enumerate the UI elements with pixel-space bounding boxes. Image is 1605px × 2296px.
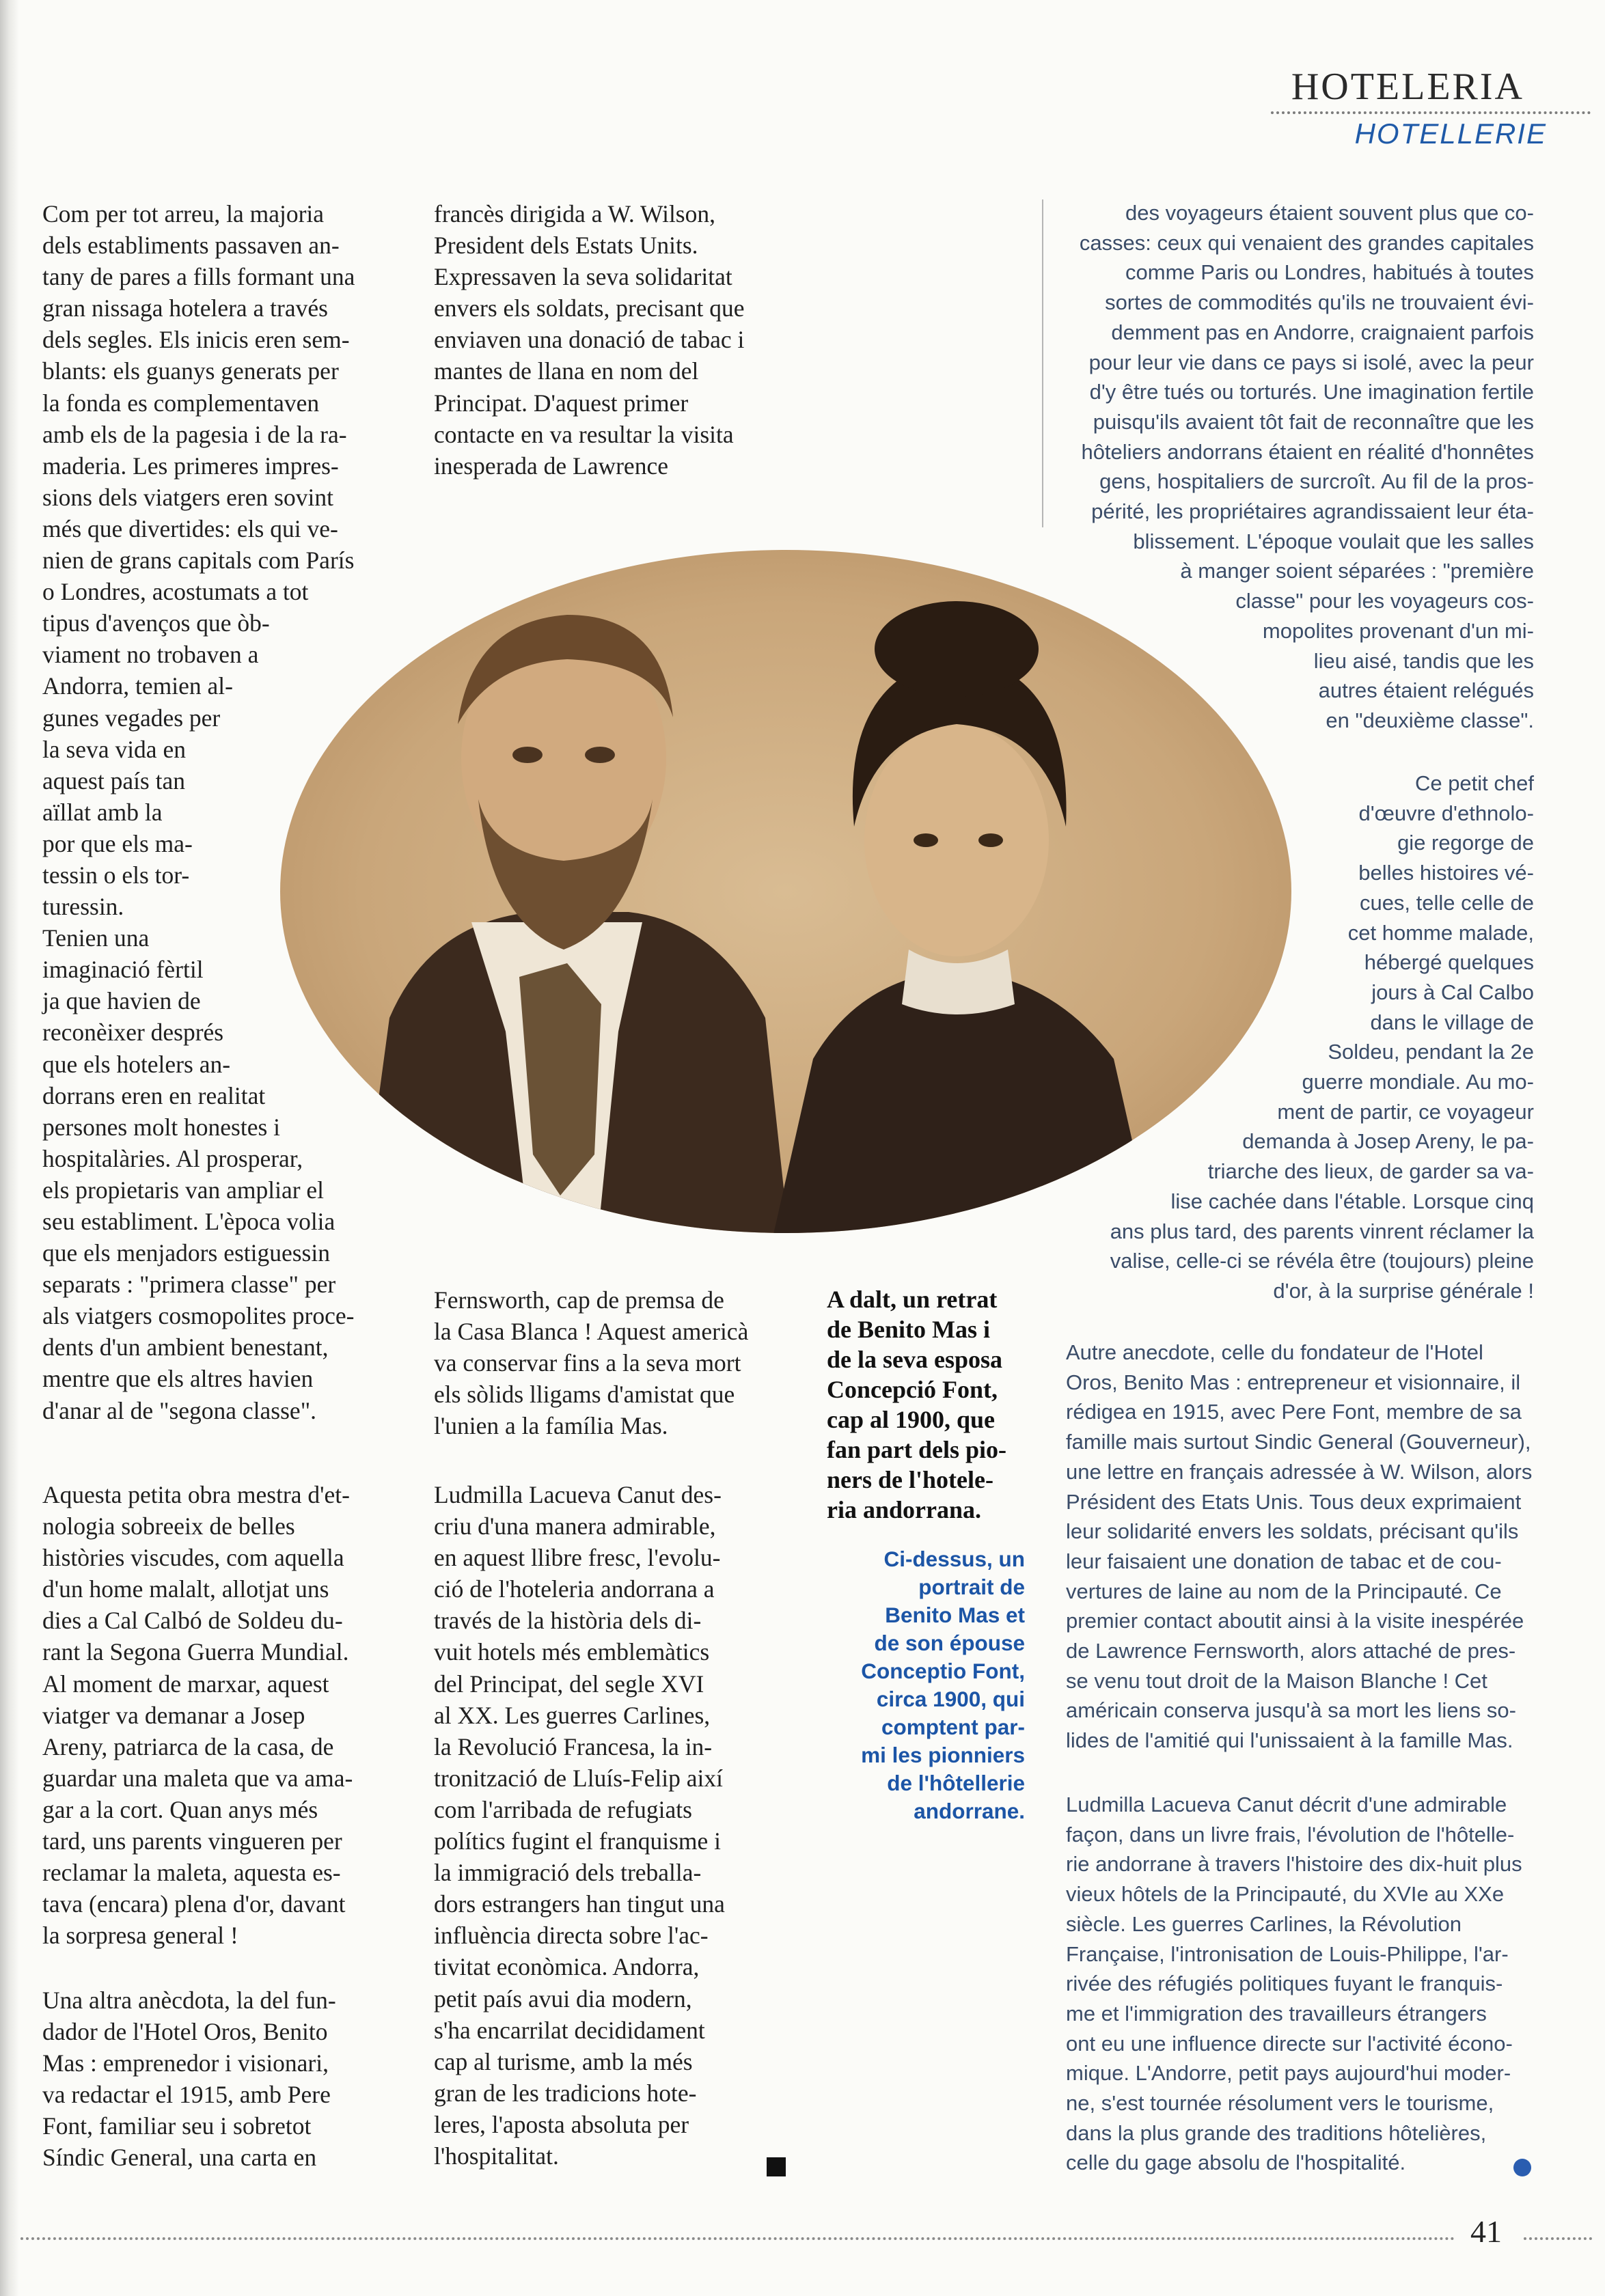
- photo-caption-french: Ci-dessus, un portrait de Benito Mas et de son épouse Conceptio Font, circa 1900, qui comptent par- mi les pionniers de l'hôtellerie andorrane.: [861, 1547, 1025, 1823]
- section-subtitle: HOTELLERIE: [1354, 117, 1547, 150]
- fr-paragraph-1: des voyageurs étaient souvent plus que co- casses: ceux qui venaient des grandes capitales comme Paris ou Londres, habitués à toutes sortes de commodités qu'ils ne trouvaient évi- demment pas en Andorre, craignaient parfois pour leur vie dans ce pays si isolé, avec la peur d'y être tués ou torturés. Une imagination fertile puisqu'ils avaient tôt fait de reconnaître que les hôteliers andorrans étaient en réalité d'honnêtes gens, hospitaliers de surcroît. Au fil de la pros- périté, les propriétaires agrandissaient leur éta- blissement. L'époque voulait que les salles à manger soient séparées : "première classe" pour les voyageurs cos- mopolites provenant d'un mi- lieu aisé, tandis que les autres étaient relégués en "deuxième classe".: [1079, 201, 1534, 732]
- header-dotted-rule: [1271, 111, 1591, 114]
- photo-caption-catalan: A dalt, un retrat de Benito Mas i de la seva esposa Concepció Font, cap al 1900, que fan part dels pio- ners de l'hotele- ria andorrana.: [827, 1286, 1007, 1523]
- footer-dotted-rule-right: [1524, 2237, 1592, 2240]
- end-mark-square: [767, 2157, 786, 2176]
- column-divider: [1042, 199, 1043, 527]
- footer-dotted-rule: [20, 2237, 1455, 2240]
- fr-paragraph-2: Ce petit chef d'œuvre d'ethnolo- gie regorge de belles histoires vé- cues, telle celle de cet homme malade, hébergé quelques jours à Cal Calbo dans le village de Soldeu, pendant la 2e guerre mondiale. Au mo- ment de partir, ce voyageur demanda à Josep Areny, le pa- triarche des lieux, de garder sa va- lise cachée dans l'étable. Lorsque cinq ans plus tard, des parents vinrent réclamer la valise, celle-ci se révéla être (toujours) pleine d'or, à la surprise générale !: [1110, 771, 1534, 1303]
- scan-shadow: [0, 0, 19, 2296]
- col2-paragraph-2: Fernsworth, cap de premsa de la Casa Blanca ! Aquest americà va conservar fins a la seva mort els sòlids lligams d'amistat que l'unien a la família Mas.: [434, 1286, 749, 1440]
- fr-paragraph-3: Autre anecdote, celle du fondateur de l'Hotel Oros, Benito Mas : entrepreneur et visionnaire, il rédigea en 1915, avec Pere Font, membre de sa famille mais surtout Sindic General (Gouverneur), une lettre en français adressée à W. Wilson, alors Président des Etats Unis. Tous deux exprimaient leur solidarité envers les soldats, précisant qu'ils leur faisaient une donation de tabac et de cou- vertures de laine au nom de la Principauté. Ce premier contact aboutit ainsi à la visite inespérée de Lawrence Fernsworth, alors attaché de pres- se venu tout droit de la Maison Blanche ! Cet américain conserva jusqu'à sa mort les liens so- lides de l'amitié qui l'unissaient à la famille Mas.: [1066, 1340, 1533, 1753]
- col1-paragraph-2: Aquesta petita obra mestra d'et- nologia sobreeix de belles històries viscudes, com aquella d'un home malalt, allotjat uns dies a Cal Calbó de Soldeu du- rant la Segona Guerra Mundial. Al moment de marxar, aquest viatger va demanar a Josep Areny, patriarca de la casa, de guardar una maleta que va ama- gar a la cort. Quan anys més tard, uns parents vingueren per reclamar la maleta, aquesta es- tava (encara) plena d'or, davant la sorpresa general !: [42, 1481, 353, 1950]
- page-number: 41: [1470, 2214, 1502, 2249]
- col1-paragraph-3: Una altra anècdota, la del fun- dador de l'Hotel Oros, Benito Mas : emprenedor i visionari, va redactar el 1915, amb Pere Font, familiar seu i sobretot Síndic General, una carta en: [42, 1987, 336, 2172]
- fr-paragraph-4: Ludmilla Lacueva Canut décrit d'une admirable façon, dans un livre frais, l'évolution de l'hôtelle- rie andorrane à travers l'histoire des dix-huit plus vieux hôtels de la Principauté, du XVIe au XXe siècle. Les guerres Carlines, la Révolution Française, l'intronisation de Louis-Philippe, l'ar- rivée des réfugiés politiques fuyant le franquis- me et l'immigration des travailleurs étrangers ont eu une influence directe sur l'activité écono- mique. L'Andorre, petit pays aujourd'hui moder- ne, s'est tournée résolument vers le tourisme, dans la plus grande des traditions hôtelières, celle du gage absolu de l'hospitalité.: [1066, 1793, 1522, 2175]
- end-mark-dot: [1513, 2159, 1531, 2176]
- col1-paragraph-1: Com per tot arreu, la majoria dels establiments passaven an- tany de pares a fills formant una gran nissaga hotelera a través dels segles. Els inicis eren sem- blants: els guanys generats per la fonda es complementaven amb els de la pagesia i de la ra- maderia. Les primeres impres- sions dels viatgers eren sovint més que divertides: els qui ve- nien de grans capitals com París o Londres, acostumats a tot tipus d'avenços que òb- viament no trobaven a Andorra, temien al- gunes vegades per la seva vida en aquest país tan aïllat amb la por que els ma- tessin o els tor- turessin. Tenien una imaginació fèrtil ja que havien de reconèixer després que els hotelers an- dorrans eren en realitat persones molt honestes i hospitalàries. Al prosperar, els propietaris van ampliar el seu establiment. L'època volia que els menjadors estiguessin separats : "primera classe" per als viatgers cosmopolites proce- dents d'un ambient benestant, mentre que els altres havien d'anar al de "segona classe".: [42, 200, 355, 1424]
- col2-paragraph-3: Ludmilla Lacueva Canut des- criu d'una manera admirable, en aquest llibre fresc, l'evolu- ció de l'hoteleria andorrana a través de la història dels di- vuit hotels més emblemàtics del Principat, del segle XVI al XX. Les guerres Carlines, la Revolució Francesa, la in- tronització de Lluís-Felip així com l'arribada de refugiats polítics fugint el franquisme i la immigració dels treballa- dors estrangers han tingut una influència directa sobre l'ac- tivitat econòmica. Andorra, petit país avui dia modern, s'ha encarrilat decididament cap al turisme, amb la més gran de les tradicions hote- leres, l'aposta absoluta per l'hospitalitat.: [434, 1481, 725, 2170]
- col2-paragraph-1: francès dirigida a W. Wilson, President dels Estats Units. Expressaven la seva solidaritat envers els soldats, precisant que enviaven una donació de tabac i mantes de llana en nom del Principat. D'aquest primer contacte en va resultar la visita inesperada de Lawrence: [434, 200, 745, 480]
- section-title: HOTELERIA: [1291, 66, 1524, 108]
